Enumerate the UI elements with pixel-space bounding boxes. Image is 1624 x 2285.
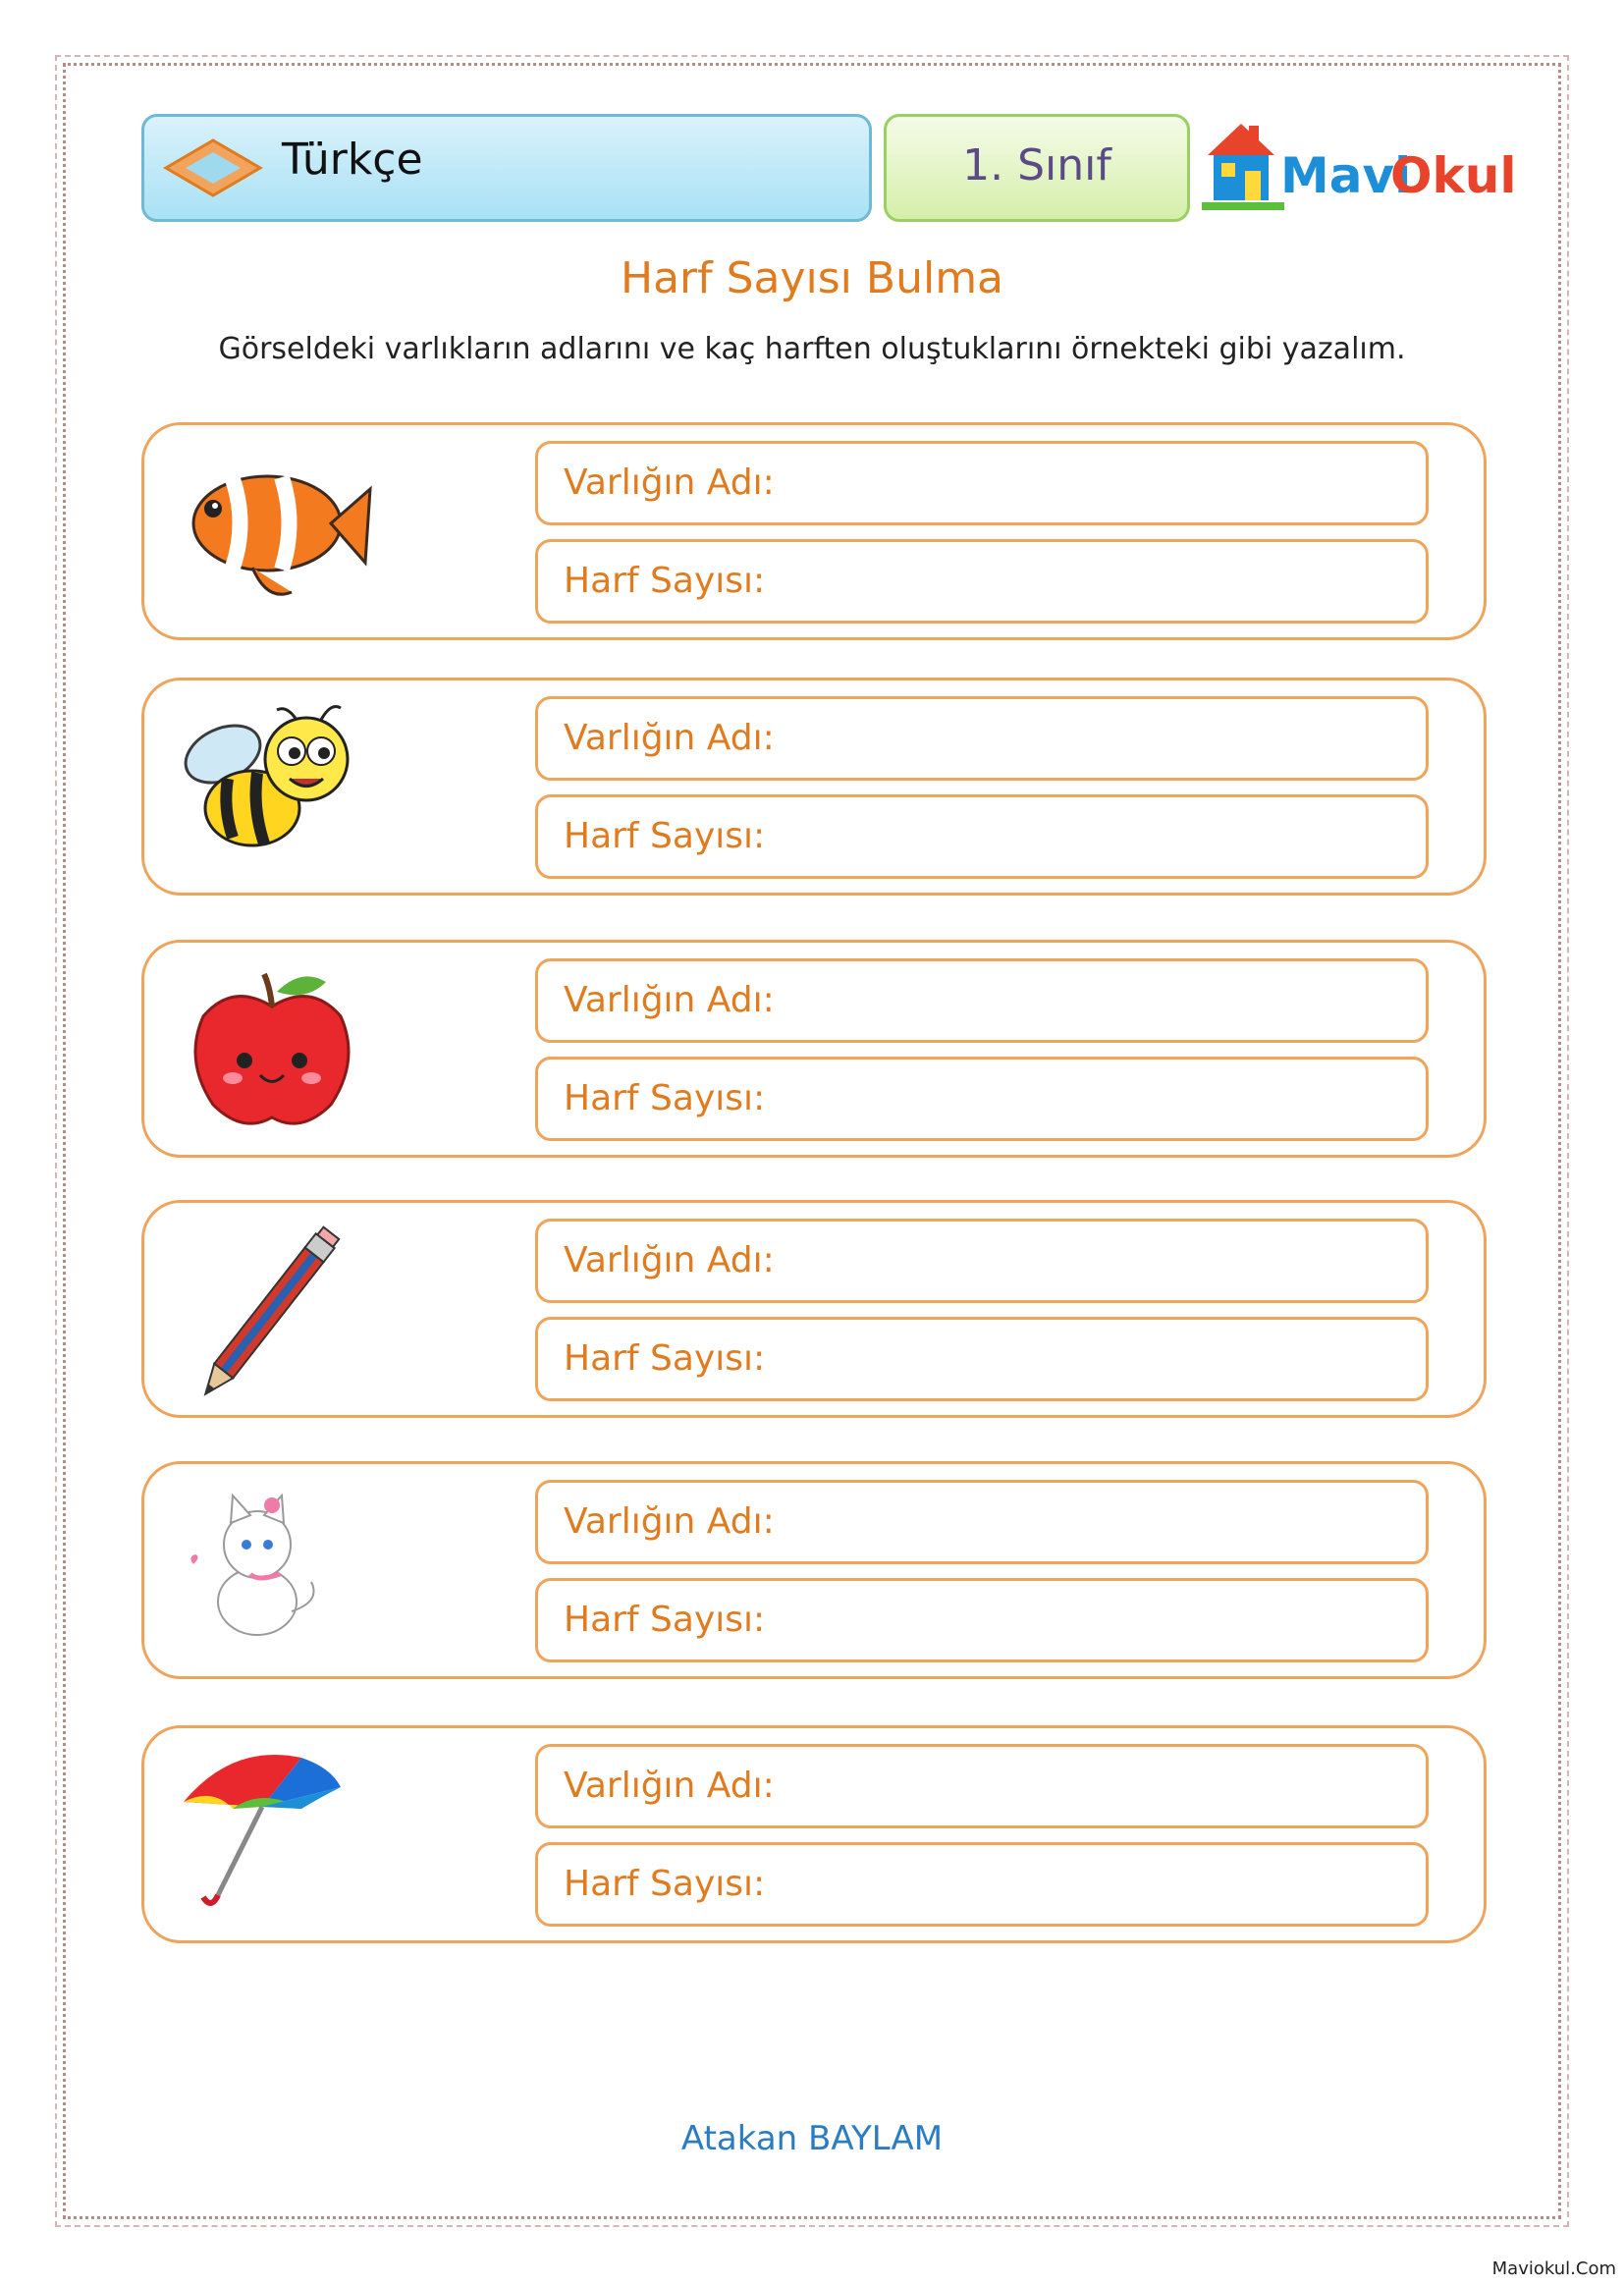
item-card xyxy=(141,678,1487,896)
fish-icon xyxy=(174,445,370,618)
letter-count-field[interactable]: Harf Sayısı: xyxy=(535,794,1429,879)
item-card xyxy=(141,1725,1487,1943)
name-field[interactable]: Varlığın Adı: xyxy=(535,958,1429,1043)
letter-count-field[interactable]: Harf Sayısı: xyxy=(535,539,1429,624)
name-field[interactable]: Varlığın Adı: xyxy=(535,1744,1429,1828)
name-field[interactable]: Varlığın Adı: xyxy=(535,1219,1429,1303)
subject-header xyxy=(141,114,872,222)
logo-text-right: Okul xyxy=(1390,147,1517,204)
item-card xyxy=(141,422,1487,640)
footer-site: Maviokul.Com xyxy=(1491,2258,1616,2279)
diamond-icon xyxy=(164,138,262,197)
pencil-icon xyxy=(174,1223,370,1395)
grade-header xyxy=(884,114,1190,222)
logo-text-left: Mavi xyxy=(1280,147,1412,204)
item-card xyxy=(141,940,1487,1158)
letter-count-field[interactable]: Harf Sayısı: xyxy=(535,1057,1429,1141)
letter-count-field[interactable]: Harf Sayısı: xyxy=(535,1578,1429,1662)
letter-count-field[interactable]: Harf Sayısı: xyxy=(535,1842,1429,1927)
apple-icon xyxy=(174,962,370,1135)
grade-label: 1. Sınıf xyxy=(962,140,1111,190)
bee-icon xyxy=(174,700,370,873)
subject-title: Türkçe xyxy=(282,135,423,185)
item-card xyxy=(141,1461,1487,1679)
name-field[interactable]: Varlığın Adı: xyxy=(535,441,1429,525)
umbrella-icon xyxy=(174,1748,370,1921)
item-card xyxy=(141,1200,1487,1418)
instruction-text: Görseldeki varlıkların adlarını ve kaç harften oluştuklarını örnekteki gibi yazalım. xyxy=(218,332,1406,366)
name-field[interactable]: Varlığın Adı: xyxy=(535,696,1429,781)
cat-icon xyxy=(174,1484,370,1657)
letter-count-field[interactable]: Harf Sayısı: xyxy=(535,1317,1429,1401)
author-name: Atakan BAYLAM xyxy=(680,2119,944,2158)
maviokul-logo xyxy=(1198,116,1517,222)
page-title: Harf Sayısı Bulma xyxy=(620,253,1004,303)
name-field[interactable]: Varlığın Adı: xyxy=(535,1480,1429,1564)
